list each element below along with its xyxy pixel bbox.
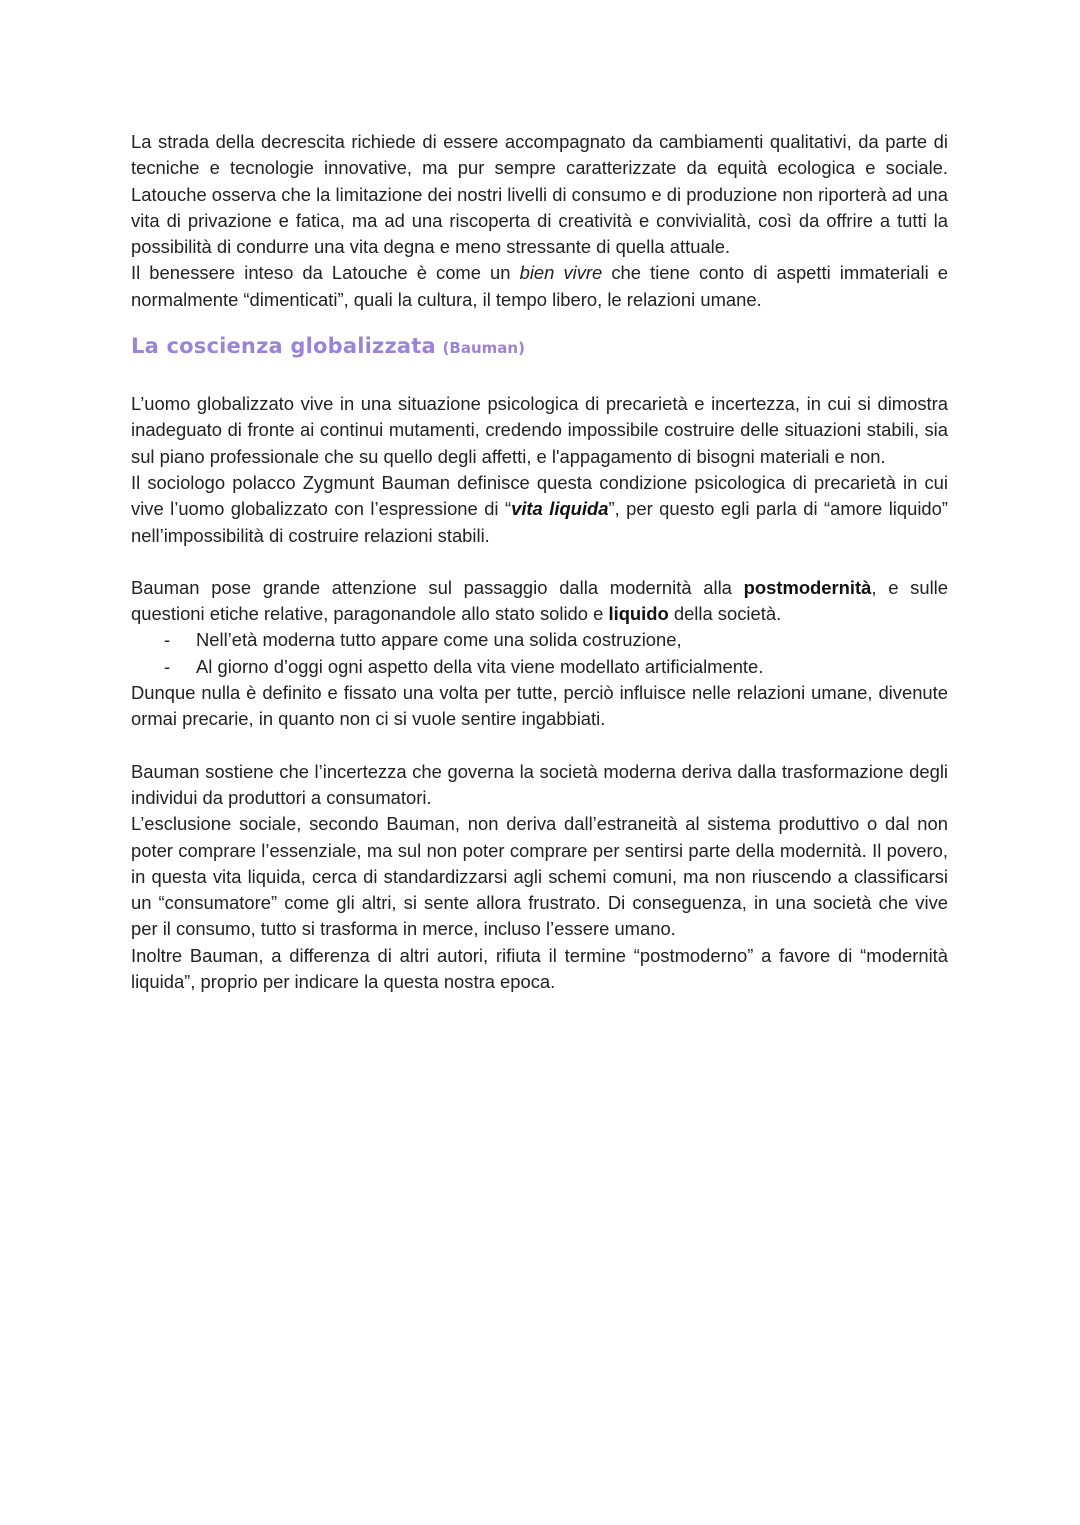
- paragraph-esclusione-sociale: L’esclusione sociale, secondo Bauman, non deriva dall’estraneità al sistema produttivo o dal non poter comprare l’essenziale, ma sul non poter comprare per sentirsi parte della modernità. Il povero, in questa vita liquida, cerca di standardizzarsi agli schemi comuni, ma non riuscendo a classificarsi un “consumatore” come gli altri, si sente allora frustrato. Di conseguenza, in una società che vive per il consumo, tutto si trasforma in merce, incluso l’essere umano.: [131, 813, 948, 940]
- section-subtitle: (Bauman): [442, 339, 525, 358]
- dash-bullet: -: [164, 655, 171, 677]
- paragraph-postmodernita: [131, 575, 948, 628]
- text-run: ”, per questo egli parla di “amore liquido” nell’impossibilità di costruire relazioni stabili.: [131, 498, 948, 546]
- list-item-text: Nell’età moderna tutto appare come una solida costruzione,: [196, 629, 682, 651]
- dash-bullet: -: [164, 629, 171, 651]
- italic-term: vita liquida: [511, 498, 609, 520]
- paragraph-vita-liquida: [131, 470, 948, 549]
- text-run: della società.: [668, 603, 782, 625]
- paragraph-decrescita: La strada della decrescita richiede di essere accompagnato da cambiamenti qualitativi, da parte di tecniche e tecnologie innovative, ma pur sempre caratterizzate da equità ecologica e sociale. Latouche osserva che la limitazione dei nostri livelli di consumo e di produzione non riporterà ad una vita di privazione e fatica, ma ad una riscoperta di creatività e convivialità, così da offrire a tutti la possibilità di condurre una vita degna e meno stressante di quella attuale.: [131, 131, 948, 258]
- list-item: [131, 654, 948, 680]
- bold-term-liquido: liquido: [608, 603, 669, 625]
- bold-term-postmodernita: postmodernità: [743, 576, 872, 598]
- section-heading: [131, 333, 948, 359]
- paragraph-incertezza: Bauman sostiene che l’incertezza che governa la società moderna deriva dalla trasformazione degli individui da produttori a consumatori.: [131, 760, 948, 808]
- list-item-text: Al giorno d’oggi ogni aspetto della vita viene modellato artificialmente.: [196, 655, 764, 677]
- list-item: [131, 627, 948, 653]
- dash-list: [131, 627, 948, 680]
- text-run: che tiene conto di aspetti immateriali e normalmente “dimenticati”, quali la cultura, il tempo libero, le relazioni umane.: [131, 262, 948, 310]
- text-run: Il sociologo polacco Zygmunt Bauman definisce questa condizione psicologica di precarietà in cui vive l’uomo globalizzato con l’espressione di “: [131, 471, 948, 520]
- paragraph-uomo-globalizzato: L’uomo globalizzato vive in una situazione psicologica di precarietà e incertezza, in cui si dimostra inadeguato di fronte ai continui mutamenti, credendo impossibile costruire delle situazioni stabili, sia sul piano professionale che su quello degli affetti, e l'appagamento di bisogni materiali e non.: [131, 393, 948, 467]
- italic-term-bien-vivre: bien vivre: [519, 262, 603, 284]
- text-run: , e sulle questioni etiche relative, paragonandole allo stato solido e: [131, 576, 948, 625]
- document-page: [131, 129, 948, 995]
- bold-term-vita-liquida: [511, 498, 608, 519]
- section-title: La coscienza globalizzata: [131, 334, 436, 359]
- paragraph-bien-vivre: [131, 260, 948, 313]
- text-run: Il benessere inteso da Latouche è come un: [131, 262, 520, 284]
- text-run: Bauman pose grande attenzione sul passaggio dalla modernità alla: [131, 576, 744, 598]
- paragraph-relazioni-umane: Dunque nulla è definito e fissato una volta per tutte, perciò influisce nelle relazioni umane, divenute ormai precarie, in quanto non ci si vuole sentire ingabbiati.: [131, 682, 948, 730]
- paragraph-modernita-liquida: Inoltre Bauman, a differenza di altri autori, rifiuta il termine “postmoderno” a favore di “modernità liquida”, proprio per indicare la questa nostra epoca.: [131, 944, 948, 993]
